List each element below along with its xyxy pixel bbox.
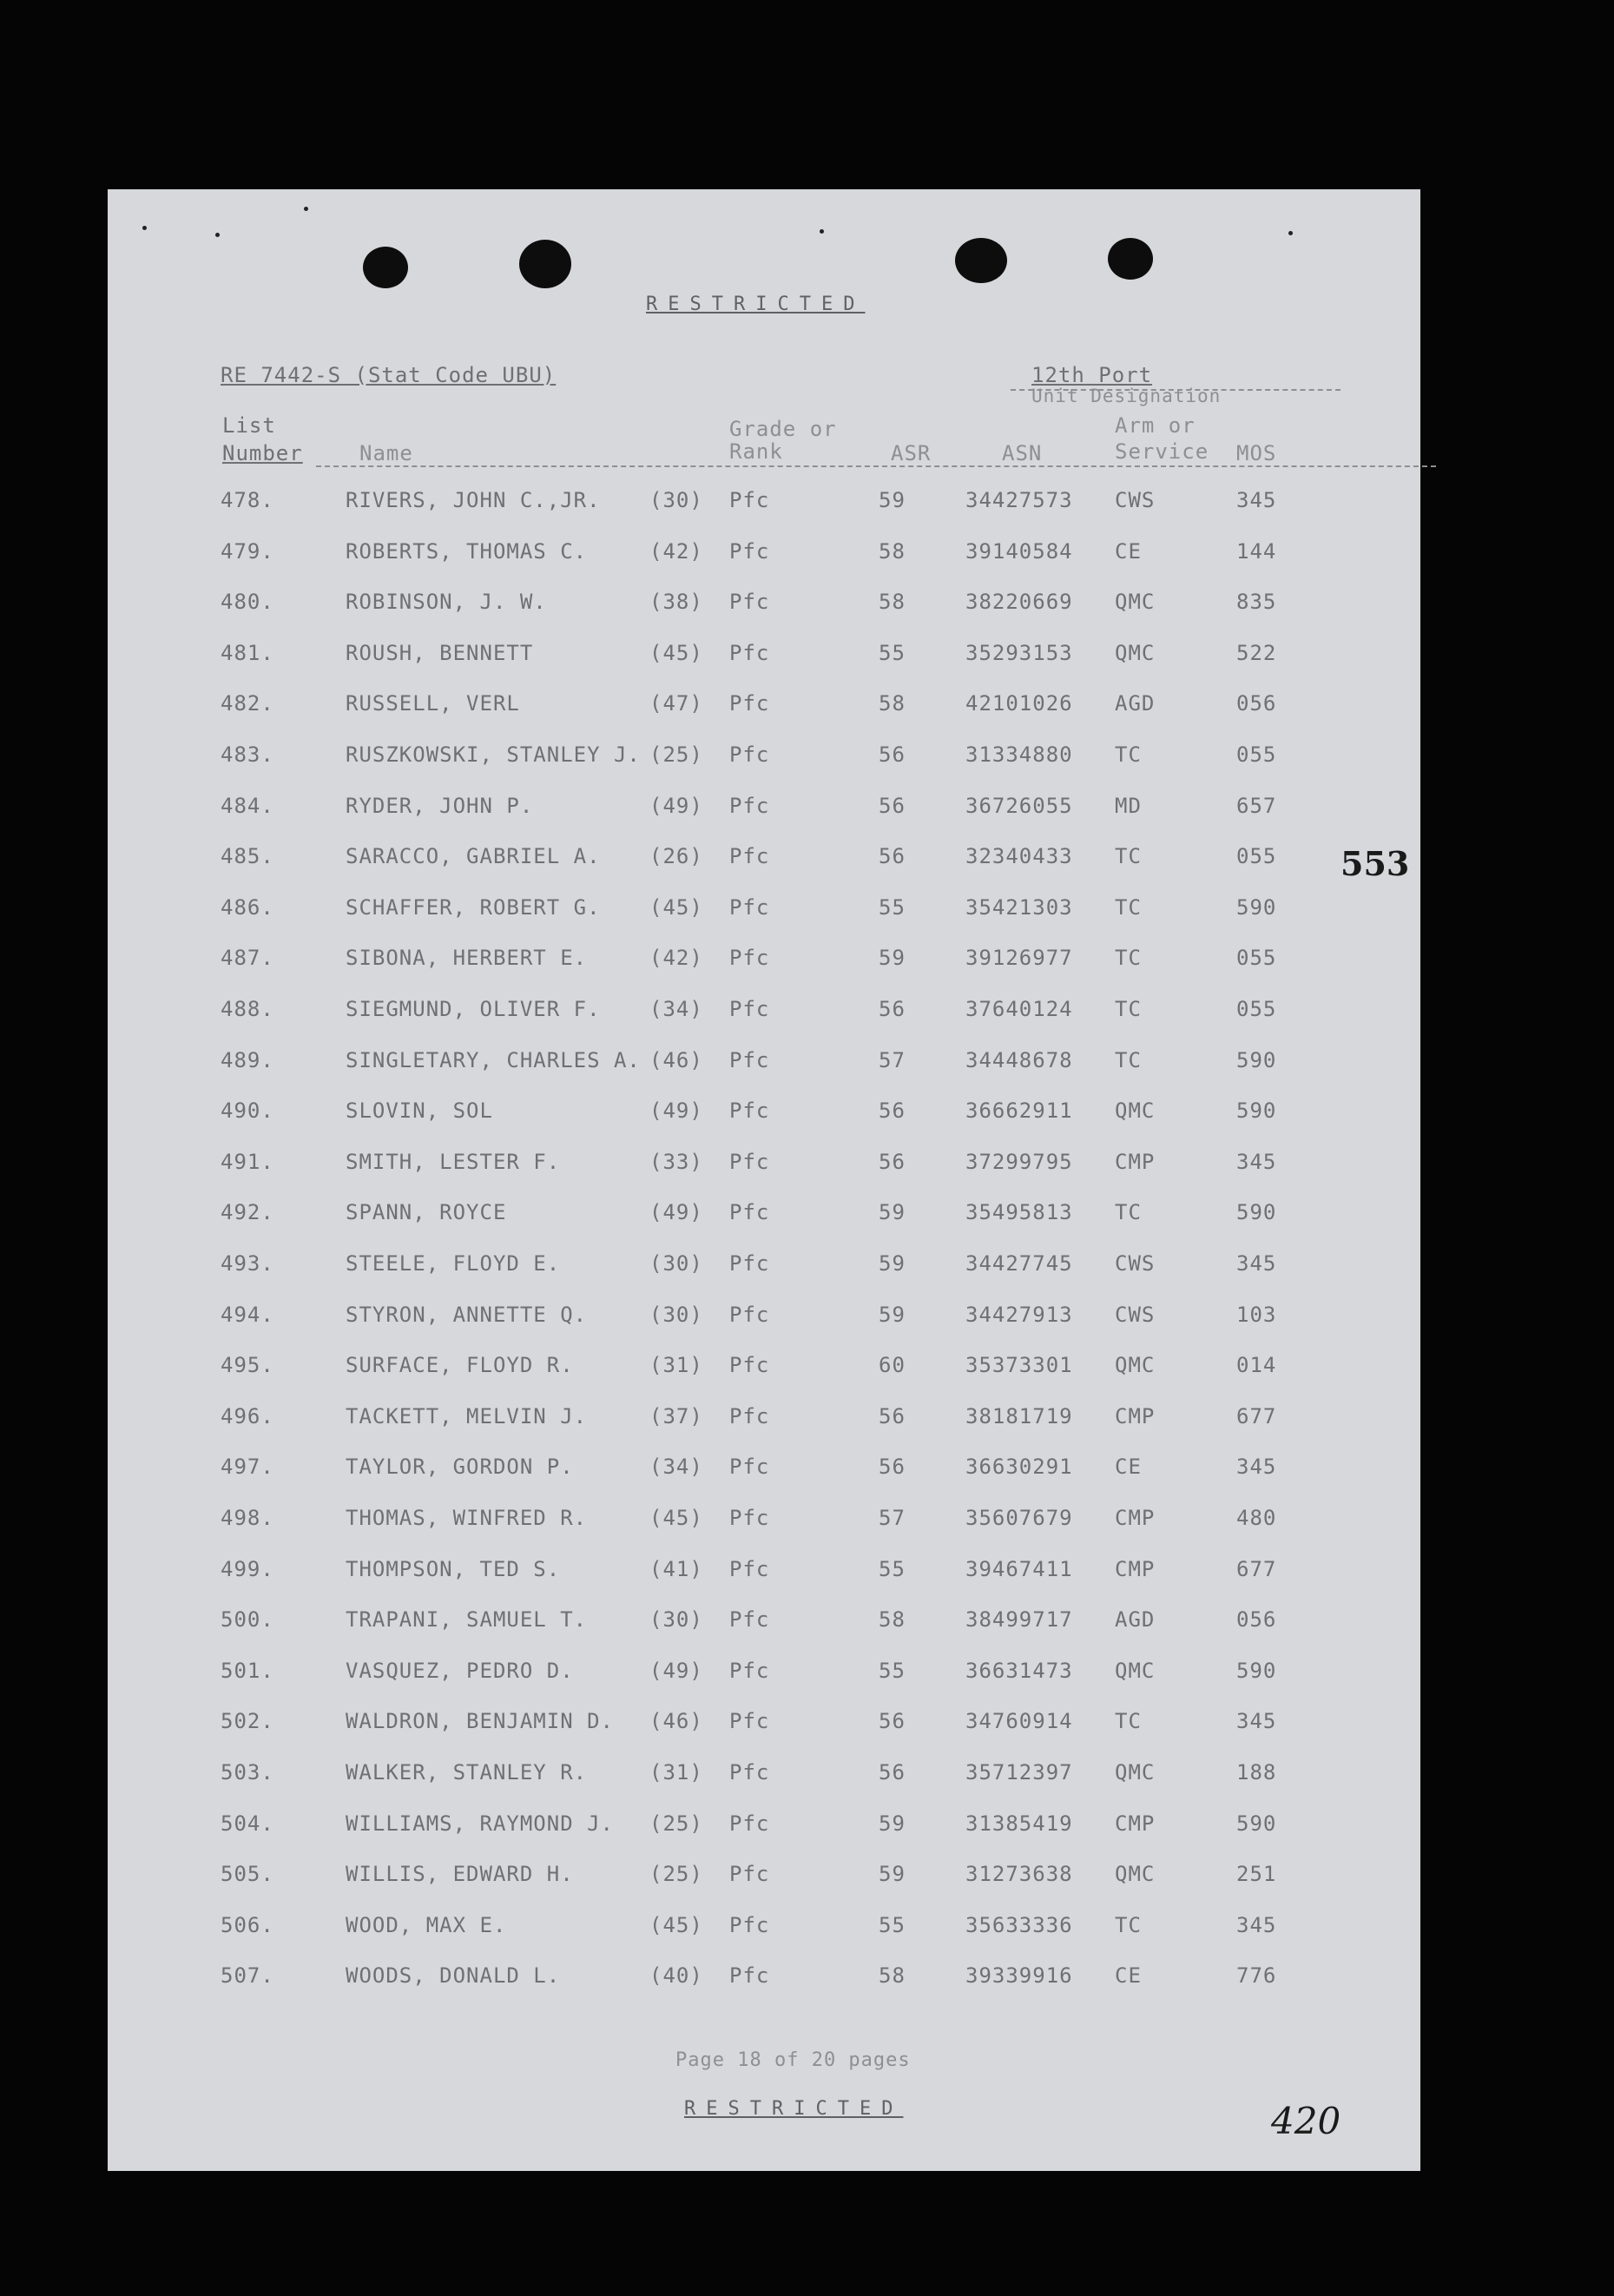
row-rank: Pfc <box>729 997 770 1021</box>
row-rank: Pfc <box>729 1099 770 1124</box>
row-asr: 55 <box>879 1912 906 1937</box>
table-row <box>108 1913 1420 1948</box>
row-name: ROBERTS, THOMAS C. <box>346 538 588 564</box>
row-arm-or-service: CWS <box>1115 1302 1156 1327</box>
row-mos: 677 <box>1236 1403 1277 1428</box>
row-list-number: 507. <box>221 1963 274 1989</box>
row-arm-or-service: QMC <box>1115 1862 1156 1887</box>
col-arm: Arm or <box>1115 413 1196 438</box>
table-row <box>108 1811 1420 1846</box>
row-name: SIEGMUND, OLIVER F. <box>346 997 601 1021</box>
row-name: SARACCO, GABRIEL A. <box>346 844 601 869</box>
row-list-number: 497. <box>221 1455 274 1480</box>
row-name: WOOD, MAX E. <box>346 1912 507 1937</box>
table-row <box>108 844 1420 879</box>
row-list-number: 488. <box>221 997 274 1021</box>
margin-number: 553 <box>1341 844 1410 883</box>
row-mos: 590 <box>1236 1811 1277 1836</box>
row-rank: Pfc <box>729 742 770 767</box>
row-name: ROBINSON, J. W. <box>346 590 547 615</box>
row-list-number: 487. <box>221 946 274 971</box>
row-age: (42) <box>649 946 703 971</box>
row-list-number: 494. <box>221 1302 274 1327</box>
row-asn: 39339916 <box>965 1963 1073 1989</box>
row-asn: 31334880 <box>965 742 1073 767</box>
row-asr: 55 <box>879 894 906 920</box>
row-mos: 590 <box>1236 894 1277 920</box>
row-mos: 776 <box>1236 1963 1277 1989</box>
row-age: (34) <box>649 997 703 1021</box>
row-name: SMITH, LESTER F. <box>346 1149 561 1174</box>
row-arm-or-service: CWS <box>1115 1251 1156 1276</box>
row-mos: 345 <box>1236 1709 1277 1734</box>
table-row <box>108 1709 1420 1744</box>
table-row <box>108 1963 1420 1998</box>
row-asr: 56 <box>879 1760 906 1785</box>
row-age: (30) <box>649 1302 703 1327</box>
row-rank: Pfc <box>729 1862 770 1887</box>
row-rank: Pfc <box>729 1658 770 1683</box>
row-rank: Pfc <box>729 894 770 920</box>
row-list-number: 478. <box>221 488 274 512</box>
row-asr: 58 <box>879 590 906 615</box>
row-asr: 58 <box>879 1607 906 1633</box>
col-list: List <box>222 413 276 438</box>
row-list-number: 503. <box>221 1760 274 1785</box>
row-arm-or-service: QMC <box>1115 1353 1156 1378</box>
row-list-number: 490. <box>221 1099 274 1124</box>
row-asn: 35495813 <box>965 1200 1073 1225</box>
row-list-number: 502. <box>221 1709 274 1734</box>
row-name: THOMPSON, TED S. <box>346 1556 561 1581</box>
row-mos: 345 <box>1236 1455 1277 1480</box>
table-row <box>108 1455 1420 1489</box>
restricted-stamp-top: RESTRICTED <box>646 294 866 315</box>
row-asr: 55 <box>879 640 906 665</box>
row-name: TAYLOR, GORDON P. <box>346 1455 574 1480</box>
row-age: (49) <box>649 1200 703 1225</box>
row-rank: Pfc <box>729 1912 770 1937</box>
speck <box>1288 231 1293 235</box>
row-asn: 34427745 <box>965 1251 1073 1276</box>
row-list-number: 483. <box>221 742 274 767</box>
row-mos: 055 <box>1236 742 1277 767</box>
row-mos: 056 <box>1236 691 1277 716</box>
table-row <box>108 1353 1420 1388</box>
row-age: (45) <box>649 894 703 920</box>
row-arm-or-service: CMP <box>1115 1149 1156 1174</box>
row-asn: 37640124 <box>965 997 1073 1021</box>
row-list-number: 479. <box>221 538 274 564</box>
table-row <box>108 1200 1420 1235</box>
row-rank: Pfc <box>729 1200 770 1225</box>
table-row <box>108 1251 1420 1286</box>
row-name: RUSSELL, VERL <box>346 691 520 716</box>
row-name: TACKETT, MELVIN J. <box>346 1403 588 1428</box>
row-asn: 34448678 <box>965 1047 1073 1072</box>
row-age: (46) <box>649 1709 703 1734</box>
row-name: STEELE, FLOYD E. <box>346 1251 561 1276</box>
col-asr: ASR <box>891 441 932 465</box>
row-rank: Pfc <box>729 1455 770 1480</box>
header-rule <box>316 465 1436 467</box>
row-asr: 56 <box>879 1149 906 1174</box>
col-grade: Grade or <box>729 417 837 441</box>
row-arm-or-service: CMP <box>1115 1556 1156 1581</box>
table-row <box>108 1048 1420 1083</box>
row-asr: 56 <box>879 742 906 767</box>
row-rank: Pfc <box>729 1556 770 1581</box>
col-name: Name <box>359 441 413 465</box>
row-asn: 32340433 <box>965 844 1073 869</box>
row-mos: 480 <box>1236 1506 1277 1530</box>
table-row <box>108 691 1420 726</box>
row-arm-or-service: QMC <box>1115 640 1156 665</box>
row-arm-or-service: CMP <box>1115 1811 1156 1836</box>
row-age: (45) <box>649 1912 703 1937</box>
row-list-number: 484. <box>221 793 274 818</box>
row-list-number: 495. <box>221 1353 274 1378</box>
row-asr: 56 <box>879 1099 906 1124</box>
row-list-number: 480. <box>221 590 274 615</box>
row-asr: 57 <box>879 1506 906 1530</box>
row-list-number: 496. <box>221 1403 274 1428</box>
row-asr: 56 <box>879 997 906 1021</box>
row-name: ROUSH, BENNETT <box>346 640 534 665</box>
col-mos: MOS <box>1236 441 1277 465</box>
row-rank: Pfc <box>729 1251 770 1276</box>
row-asn: 35607679 <box>965 1506 1073 1530</box>
row-arm-or-service: TC <box>1115 742 1142 767</box>
row-rank: Pfc <box>729 844 770 869</box>
row-arm-or-service: CMP <box>1115 1506 1156 1530</box>
row-rank: Pfc <box>729 1607 770 1633</box>
table-row <box>108 1150 1420 1184</box>
speck <box>142 226 147 230</box>
row-asr: 59 <box>879 1302 906 1327</box>
row-rank: Pfc <box>729 946 770 971</box>
row-age: (37) <box>649 1403 703 1428</box>
row-list-number: 492. <box>221 1200 274 1225</box>
row-rank: Pfc <box>729 590 770 615</box>
row-rank: Pfc <box>729 640 770 665</box>
row-list-number: 505. <box>221 1862 274 1887</box>
row-age: (45) <box>649 1506 703 1530</box>
row-asn: 36630291 <box>965 1455 1073 1480</box>
row-arm-or-service: CE <box>1115 1455 1142 1480</box>
row-rank: Pfc <box>729 1760 770 1785</box>
row-asn: 35633336 <box>965 1912 1073 1937</box>
row-rank: Pfc <box>729 1709 770 1734</box>
row-list-number: 499. <box>221 1556 274 1581</box>
row-arm-or-service: MD <box>1115 793 1142 818</box>
table-row <box>108 1862 1420 1897</box>
row-asr: 55 <box>879 1658 906 1683</box>
row-arm-or-service: QMC <box>1115 1658 1156 1683</box>
speck <box>215 233 220 237</box>
table-row <box>108 1506 1420 1541</box>
row-mos: 056 <box>1236 1607 1277 1633</box>
row-name: WILLIAMS, RAYMOND J. <box>346 1811 614 1836</box>
table-row <box>108 1659 1420 1693</box>
row-rank: Pfc <box>729 1353 770 1378</box>
row-mos: 251 <box>1236 1862 1277 1887</box>
row-mos: 522 <box>1236 640 1277 665</box>
row-asn: 31385419 <box>965 1811 1073 1836</box>
row-name: VASQUEZ, PEDRO D. <box>346 1658 574 1683</box>
row-asr: 59 <box>879 1862 906 1887</box>
punch-hole <box>363 247 408 288</box>
row-rank: Pfc <box>729 1302 770 1327</box>
row-age: (26) <box>649 844 703 869</box>
punch-hole <box>519 240 571 288</box>
row-age: (25) <box>649 742 703 767</box>
row-asn: 36726055 <box>965 793 1073 818</box>
row-asn: 42101026 <box>965 691 1073 716</box>
unit: 12th Port <box>1031 363 1153 387</box>
row-arm-or-service: TC <box>1115 1200 1142 1225</box>
row-name: WALKER, STANLEY R. <box>346 1760 588 1785</box>
row-arm-or-service: TC <box>1115 997 1142 1021</box>
row-asn: 38220669 <box>965 590 1073 615</box>
row-mos: 014 <box>1236 1353 1277 1378</box>
row-asn: 37299795 <box>965 1149 1073 1174</box>
row-asr: 56 <box>879 1403 906 1428</box>
row-rank: Pfc <box>729 1963 770 1989</box>
row-mos: 835 <box>1236 590 1277 615</box>
row-list-number: 506. <box>221 1912 274 1937</box>
row-name: THOMAS, WINFRED R. <box>346 1506 588 1530</box>
document-page <box>108 189 1420 2171</box>
row-list-number: 491. <box>221 1149 274 1174</box>
row-list-number: 481. <box>221 640 274 665</box>
table-row <box>108 488 1420 523</box>
row-mos: 345 <box>1236 1149 1277 1174</box>
row-mos: 590 <box>1236 1047 1277 1072</box>
row-name: RIVERS, JOHN C.,JR. <box>346 488 601 512</box>
row-rank: Pfc <box>729 691 770 716</box>
page-indicator: Page 18 of 20 pages <box>675 2049 911 2071</box>
row-age: (46) <box>649 1047 703 1072</box>
row-age: (25) <box>649 1811 703 1836</box>
row-name: SPANN, ROYCE <box>346 1200 507 1225</box>
row-asn: 35373301 <box>965 1353 1073 1378</box>
row-asn: 34760914 <box>965 1709 1073 1734</box>
row-mos: 590 <box>1236 1099 1277 1124</box>
row-asn: 38499717 <box>965 1607 1073 1633</box>
row-asr: 59 <box>879 1251 906 1276</box>
col-rank: Rank <box>729 439 783 464</box>
restricted-stamp-bottom: RESTRICTED <box>684 2098 904 2120</box>
row-mos: 345 <box>1236 1912 1277 1937</box>
row-rank: Pfc <box>729 1047 770 1072</box>
row-arm-or-service: TC <box>1115 1709 1142 1734</box>
row-arm-or-service: TC <box>1115 946 1142 971</box>
row-mos: 677 <box>1236 1556 1277 1581</box>
row-list-number: 485. <box>221 844 274 869</box>
row-name: SINGLETARY, CHARLES A. <box>346 1047 641 1072</box>
row-arm-or-service: TC <box>1115 1912 1142 1937</box>
row-list-number: 498. <box>221 1506 274 1530</box>
row-mos: 055 <box>1236 946 1277 971</box>
row-rank: Pfc <box>729 488 770 512</box>
row-list-number: 489. <box>221 1047 274 1072</box>
row-list-number: 504. <box>221 1811 274 1836</box>
row-arm-or-service: CMP <box>1115 1403 1156 1428</box>
row-arm-or-service: TC <box>1115 894 1142 920</box>
row-asr: 59 <box>879 1811 906 1836</box>
punch-hole <box>1108 238 1153 280</box>
row-age: (47) <box>649 691 703 716</box>
speck <box>820 229 824 234</box>
row-mos: 188 <box>1236 1760 1277 1785</box>
table-row <box>108 997 1420 1032</box>
table-row <box>108 1607 1420 1642</box>
row-name: SIBONA, HERBERT E. <box>346 946 588 971</box>
row-age: (49) <box>649 793 703 818</box>
row-asn: 38181719 <box>965 1403 1073 1428</box>
table-row <box>108 794 1420 828</box>
row-list-number: 501. <box>221 1658 274 1683</box>
row-arm-or-service: AGD <box>1115 691 1156 716</box>
row-age: (41) <box>649 1556 703 1581</box>
row-mos: 590 <box>1236 1200 1277 1225</box>
row-arm-or-service: CWS <box>1115 488 1156 512</box>
row-asn: 34427573 <box>965 488 1073 512</box>
table-row <box>108 1760 1420 1795</box>
row-mos: 590 <box>1236 1658 1277 1683</box>
row-asn: 39126977 <box>965 946 1073 971</box>
row-age: (45) <box>649 640 703 665</box>
row-asn: 34427913 <box>965 1302 1073 1327</box>
row-age: (34) <box>649 1455 703 1480</box>
row-mos: 055 <box>1236 844 1277 869</box>
table-row <box>108 590 1420 624</box>
table-row <box>108 742 1420 777</box>
row-age: (31) <box>649 1353 703 1378</box>
row-age: (30) <box>649 488 703 512</box>
row-age: (33) <box>649 1149 703 1174</box>
row-list-number: 500. <box>221 1607 274 1633</box>
row-asn: 39140584 <box>965 538 1073 564</box>
row-name: SURFACE, FLOYD R. <box>346 1353 574 1378</box>
row-name: SCHAFFER, ROBERT G. <box>346 894 601 920</box>
row-age: (25) <box>649 1862 703 1887</box>
table-row <box>108 641 1420 676</box>
row-mos: 144 <box>1236 538 1277 564</box>
row-asn: 35712397 <box>965 1760 1073 1785</box>
row-name: RUSZKOWSKI, STANLEY J. <box>346 742 641 767</box>
row-asn: 35293153 <box>965 640 1073 665</box>
row-asn: 36662911 <box>965 1099 1073 1124</box>
row-age: (49) <box>649 1099 703 1124</box>
row-asr: 59 <box>879 946 906 971</box>
row-mos: 345 <box>1236 488 1277 512</box>
row-rank: Pfc <box>729 1506 770 1530</box>
row-rank: Pfc <box>729 1403 770 1428</box>
row-arm-or-service: AGD <box>1115 1607 1156 1633</box>
row-asn: 31273638 <box>965 1862 1073 1887</box>
row-arm-or-service: QMC <box>1115 590 1156 615</box>
table-row <box>108 1557 1420 1592</box>
row-rank: Pfc <box>729 793 770 818</box>
row-name: WOODS, DONALD L. <box>346 1963 561 1989</box>
table-row <box>108 946 1420 980</box>
row-asr: 56 <box>879 844 906 869</box>
row-rank: Pfc <box>729 1811 770 1836</box>
row-age: (49) <box>649 1658 703 1683</box>
row-asr: 58 <box>879 1963 906 1989</box>
row-arm-or-service: QMC <box>1115 1760 1156 1785</box>
row-asn: 35421303 <box>965 894 1073 920</box>
row-asr: 57 <box>879 1047 906 1072</box>
punch-hole <box>955 238 1007 283</box>
row-asr: 59 <box>879 1200 906 1225</box>
row-asr: 58 <box>879 691 906 716</box>
row-name: TRAPANI, SAMUEL T. <box>346 1607 588 1633</box>
row-asr: 56 <box>879 1455 906 1480</box>
row-mos: 055 <box>1236 997 1277 1021</box>
handwritten-number: 420 <box>1271 2100 1341 2142</box>
row-name: RYDER, JOHN P. <box>346 793 534 818</box>
table-row <box>108 539 1420 574</box>
row-arm-or-service: QMC <box>1115 1099 1156 1124</box>
file-code: RE 7442-S (Stat Code UBU) <box>221 363 557 387</box>
col-service: Service <box>1115 439 1209 464</box>
speck <box>304 207 308 211</box>
row-asn: 36631473 <box>965 1658 1073 1683</box>
col-number: Number <box>222 441 303 465</box>
unit-caption: Unit Designation <box>1031 386 1222 406</box>
row-arm-or-service: TC <box>1115 844 1142 869</box>
table-row <box>108 895 1420 930</box>
row-asr: 56 <box>879 1709 906 1734</box>
row-asr: 58 <box>879 538 906 564</box>
row-name: STYRON, ANNETTE Q. <box>346 1302 588 1327</box>
row-age: (42) <box>649 538 703 564</box>
table-row <box>108 1404 1420 1439</box>
row-age: (31) <box>649 1760 703 1785</box>
row-arm-or-service: CE <box>1115 1963 1142 1989</box>
row-asr: 59 <box>879 488 906 512</box>
table-row <box>108 1303 1420 1337</box>
row-mos: 657 <box>1236 793 1277 818</box>
row-age: (40) <box>649 1963 703 1989</box>
row-arm-or-service: CE <box>1115 538 1142 564</box>
row-name: SLOVIN, SOL <box>346 1099 493 1124</box>
row-rank: Pfc <box>729 1149 770 1174</box>
row-age: (30) <box>649 1607 703 1633</box>
col-asn: ASN <box>1002 441 1043 465</box>
row-age: (38) <box>649 590 703 615</box>
row-asr: 60 <box>879 1353 906 1378</box>
row-arm-or-service: TC <box>1115 1047 1142 1072</box>
row-asr: 56 <box>879 793 906 818</box>
row-asn: 39467411 <box>965 1556 1073 1581</box>
row-age: (30) <box>649 1251 703 1276</box>
row-name: WALDRON, BENJAMIN D. <box>346 1709 614 1734</box>
row-name: WILLIS, EDWARD H. <box>346 1862 574 1887</box>
table-row <box>108 1099 1420 1133</box>
row-list-number: 482. <box>221 691 274 716</box>
row-rank: Pfc <box>729 538 770 564</box>
row-mos: 345 <box>1236 1251 1277 1276</box>
row-list-number: 493. <box>221 1251 274 1276</box>
row-asr: 55 <box>879 1556 906 1581</box>
row-mos: 103 <box>1236 1302 1277 1327</box>
row-list-number: 486. <box>221 894 274 920</box>
